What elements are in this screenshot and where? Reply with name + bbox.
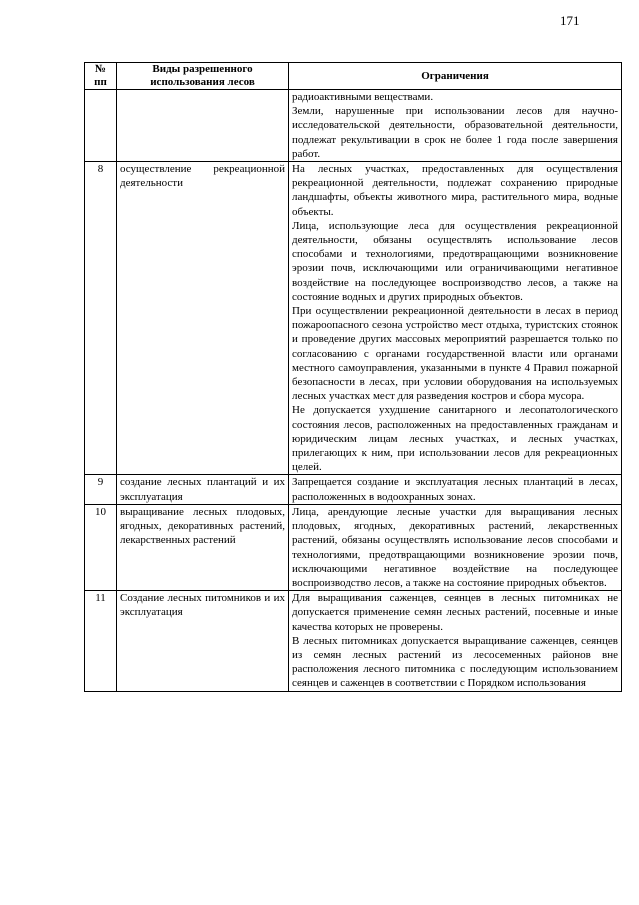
usage-type-text: Создание лесных питомников и их эксплуатация [120,592,285,619]
limitation-paragraph: Земли, нарушенные при использовании лесов для научно-исследовательской деятельности, образовательной деятельности, подлежат рекультивации в срок не более 1 года после завершения работ. [292,105,618,160]
usage-type-text: выращивание лесных плодовых, ягодных, декоративных растений, лекарственных растений [120,505,285,547]
limitation-paragraph: радиоактивными веществами. [292,91,434,103]
restrictions-table [84,62,622,692]
limitations-cell [289,90,622,162]
limitation-paragraph: Не допускается ухудшение санитарного и лесопатологического состояния лесов, расположенных на предоставленных гражданам и юридическим лицам лесных участках, и лесных участках, прилегающих к ним, при использовании лесов для рекреационных целей. [292,404,618,474]
page-number: 171 [560,13,580,28]
limitations-cell [289,591,622,691]
limitation-paragraph: При осуществлении рекреационной деятельности в лесах в период пожароопасного сезона устройство мест отдыха, туристских стоянок и проведение других массовых мероприятий разрешается только по согласованию с органами государственной власти или органами местного самоуправления, указанными в пункте 4 Правил пожарной безопасности в лесах, при условии оборудования на используемых лесных участках мест для разведения костров и сбора мусора. [292,305,618,403]
row-number: 11 [85,591,117,691]
limitations-cell [289,475,622,504]
table-body [85,90,622,692]
header-limits: Ограничения [289,63,622,90]
limitation-paragraph: Лица, использующие леса для осуществления рекреационной деятельности, обязаны осуществлять использование лесов способами и технологиями, предотвращающими возникновение эрозии почв, исключающими или ограничивающими негативное воздействие на последующее воспроизводство лесов, а также на состояние водных и других природных объектов. [292,219,618,303]
row-number: 10 [85,504,117,590]
limitation-paragraph: На лесных участках, предоставленных для осуществления рекреационной деятельности, подлежат сохранению природные ландшафты, объекты животного мира, растительного мира, водные объекты. [292,163,618,218]
table-row [85,475,622,504]
usage-type-text: создание лесных плантаций и их эксплуатация [120,476,285,503]
limitations-cell [289,162,622,475]
usage-type [117,162,289,475]
limitations-cell [289,504,622,590]
row-number [85,90,117,162]
limitation-paragraph: Для выращивания саженцев, сеянцев в лесных питомниках не допускается применение семян лесных растений, посевные и иные качества которых не проверены. [292,592,618,633]
header-num: № пп [85,63,117,90]
usage-type-text: осуществление рекреационной деятельности [120,163,285,190]
usage-type [117,90,289,162]
limitation-paragraph: Лица, арендующие лесные участки для выращивания лесных плодовых, ягодных, декоративных растений, лекарственных растений, обязаны осуществлять использование лесов способами и технологиями, предотвращающими возникновение эрозии почв, исключающими негативное воздействие на последующее воспроизводство лесов, а также на состояние природных объектов. [292,505,618,589]
usage-type [117,475,289,504]
header-type: Виды разрешенного использования лесов [117,63,289,90]
table-header-row [85,63,622,90]
table-row [85,504,622,590]
table-row [85,90,622,162]
row-number: 8 [85,162,117,475]
usage-type [117,504,289,590]
limitation-paragraph: В лесных питомниках допускается выращивание саженцев, сеянцев из семян лесных растений из лесосеменных районов вне расположения лесного питомника с последующим использованием сеянцев и саженцев в соответствии с Порядком использования [292,634,618,690]
usage-type [117,591,289,691]
limitation-paragraph: Запрещается создание и эксплуатация лесных плантаций в лесах, расположенных в водоохранных зонах. [292,476,618,503]
table-row [85,591,622,691]
table-row [85,162,622,475]
row-number: 9 [85,475,117,504]
